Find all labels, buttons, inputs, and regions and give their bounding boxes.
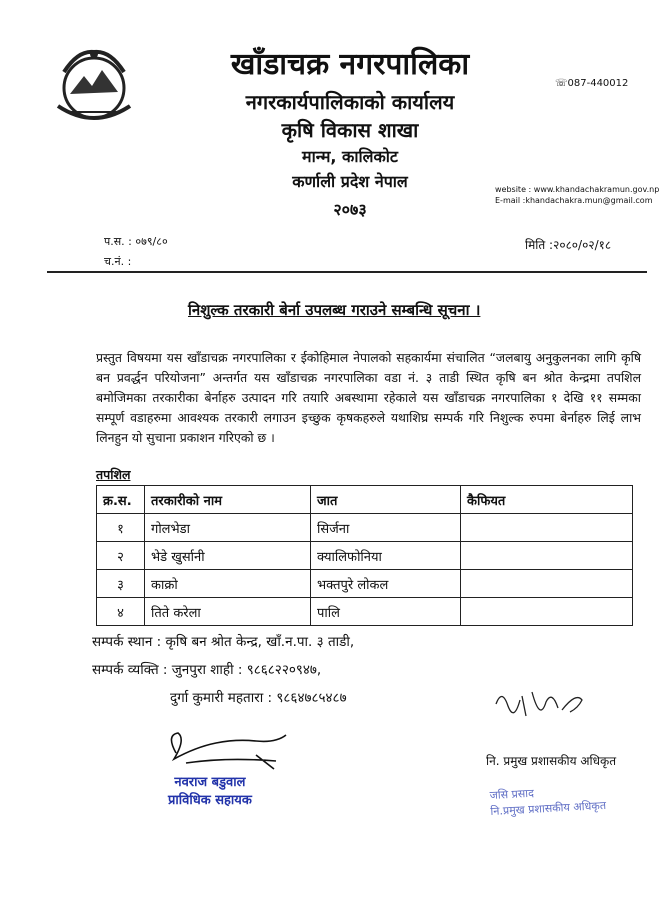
left-signature-icon xyxy=(156,725,306,775)
seedling-table xyxy=(96,485,633,626)
cell-remarks xyxy=(461,542,633,570)
nepal-emblem-icon xyxy=(48,42,140,130)
col-header-vegetable: तरकारीको नाम xyxy=(145,486,311,514)
contact-place: सम्पर्क स्थान : कृषि बन श्रोत केन्द्र, खाँ.न.पा. ३ ताडी, xyxy=(92,634,355,650)
established-year: २०७३ xyxy=(333,200,367,219)
province-line: कर्णाली प्रदेश नेपाल xyxy=(292,172,408,191)
office-title: नगरकार्यपालिकाको कार्यालय xyxy=(245,90,455,114)
col-header-sn: क्र.स. xyxy=(97,486,145,514)
contact-block xyxy=(92,628,354,712)
website-text: website : www.khandachakramun.gov.np xyxy=(495,185,660,194)
reference-block xyxy=(104,232,168,272)
address-line: मान्म, कालिकोट xyxy=(302,147,398,166)
cell-sn: २ xyxy=(97,542,145,570)
col-header-variety: जात xyxy=(311,486,461,514)
cell-vegetable: तिते करेला xyxy=(145,598,311,626)
table-row xyxy=(97,598,633,626)
cell-sn: ३ xyxy=(97,570,145,598)
right-stamp-title: नि.प्रमुख प्रशासकीय अधिकृत xyxy=(490,798,607,819)
contact-web-block xyxy=(495,184,659,206)
cell-remarks xyxy=(461,570,633,598)
cell-variety: पालि xyxy=(311,598,461,626)
cell-remarks xyxy=(461,514,633,542)
patra-sankhya: प.स. : ०७९/८० xyxy=(104,235,168,248)
cell-vegetable: भेडे खुर्सानी xyxy=(145,542,311,570)
table-row xyxy=(97,542,633,570)
col-header-remarks: कैफियत xyxy=(461,486,633,514)
municipality-title: खाँडाचक्र नगरपालिका xyxy=(230,47,470,82)
chalani-number: च.नं. : xyxy=(104,255,132,268)
table-row xyxy=(97,570,633,598)
right-official-stamp xyxy=(489,782,606,820)
branch-title: कृषि विकास शाखा xyxy=(281,118,419,142)
contact-person-1: सम्पर्क व्यक्ति : जुनपुरा शाही : ९८६८२२०९४७, xyxy=(92,662,322,678)
cell-variety: भक्तपुरे लोकल xyxy=(311,570,461,598)
cell-sn: ४ xyxy=(97,598,145,626)
table-header-row xyxy=(97,486,633,514)
tapashil-heading: तपशिल xyxy=(96,467,131,482)
left-signatory-designation: प्राविधिक सहायक xyxy=(168,793,252,808)
contact-person-2: दुर्गा कुमारी महतारा : ९८६४७८५४८७ xyxy=(170,690,347,706)
left-signatory-stamp xyxy=(168,774,252,810)
notice-body: प्रस्तुत विषयमा यस खाँडाचक्र नगरपालिका र ईकोहिमाल नेपालको सहकार्यमा संचालित “जलबायु अनुकुलनका लागि कृषि बन प्रवर्द्धन परियोजना” अन्तर्गत यस खाँडाचक्र नगरपालिका वडा नं. ३ ताडी स्थित कृषि बन श्रोत केन्द्रमा तपशिल बमोजिमका तरकारीका बेर्नाहरु उत्पादन गरि तयारि अबस्थामा रहेकाले यस खाँडाचक्र नगरपालिका १ देखि ११ सम्मका सम्पूर्ण वडाहरुमा आवश्यक तरकारी लगाउन इच्छुक कृषकहरुले यथाशिघ्र सम्पर्क गरि निशुल्क रुपमा बेर्नाहरु लिई लाभ लिनहुन यो सुचाना प्रकाशन गरिएको छ । xyxy=(96,350,641,445)
cell-vegetable: गोलभेडा xyxy=(145,514,311,542)
left-signatory-name: नवराज बडुवाल xyxy=(174,775,246,790)
header-divider xyxy=(47,271,647,273)
phone-number: ☏087-440012 xyxy=(555,78,629,89)
notice-subject: निशुल्क तरकारी बेर्ना उपलब्ध गराउने सम्बन्धि सूचना । xyxy=(188,301,481,319)
notice-date: मिति :२०८०/०२/१८ xyxy=(525,238,612,252)
cell-remarks xyxy=(461,598,633,626)
right-stamp-name: जसि प्रसाद xyxy=(489,786,535,803)
cell-variety: क्यालिफोनिया xyxy=(311,542,461,570)
cell-variety: सिर्जना xyxy=(311,514,461,542)
cell-vegetable: काक्रो xyxy=(145,570,311,598)
right-signature-icon xyxy=(486,682,596,732)
table-row xyxy=(97,514,633,542)
email-text: E-mail :khandachakra.mun@gmail.com xyxy=(495,196,653,205)
cell-sn: १ xyxy=(97,514,145,542)
right-signatory-designation: नि. प्रमुख प्रशासकीय अधिकृत xyxy=(486,754,617,768)
